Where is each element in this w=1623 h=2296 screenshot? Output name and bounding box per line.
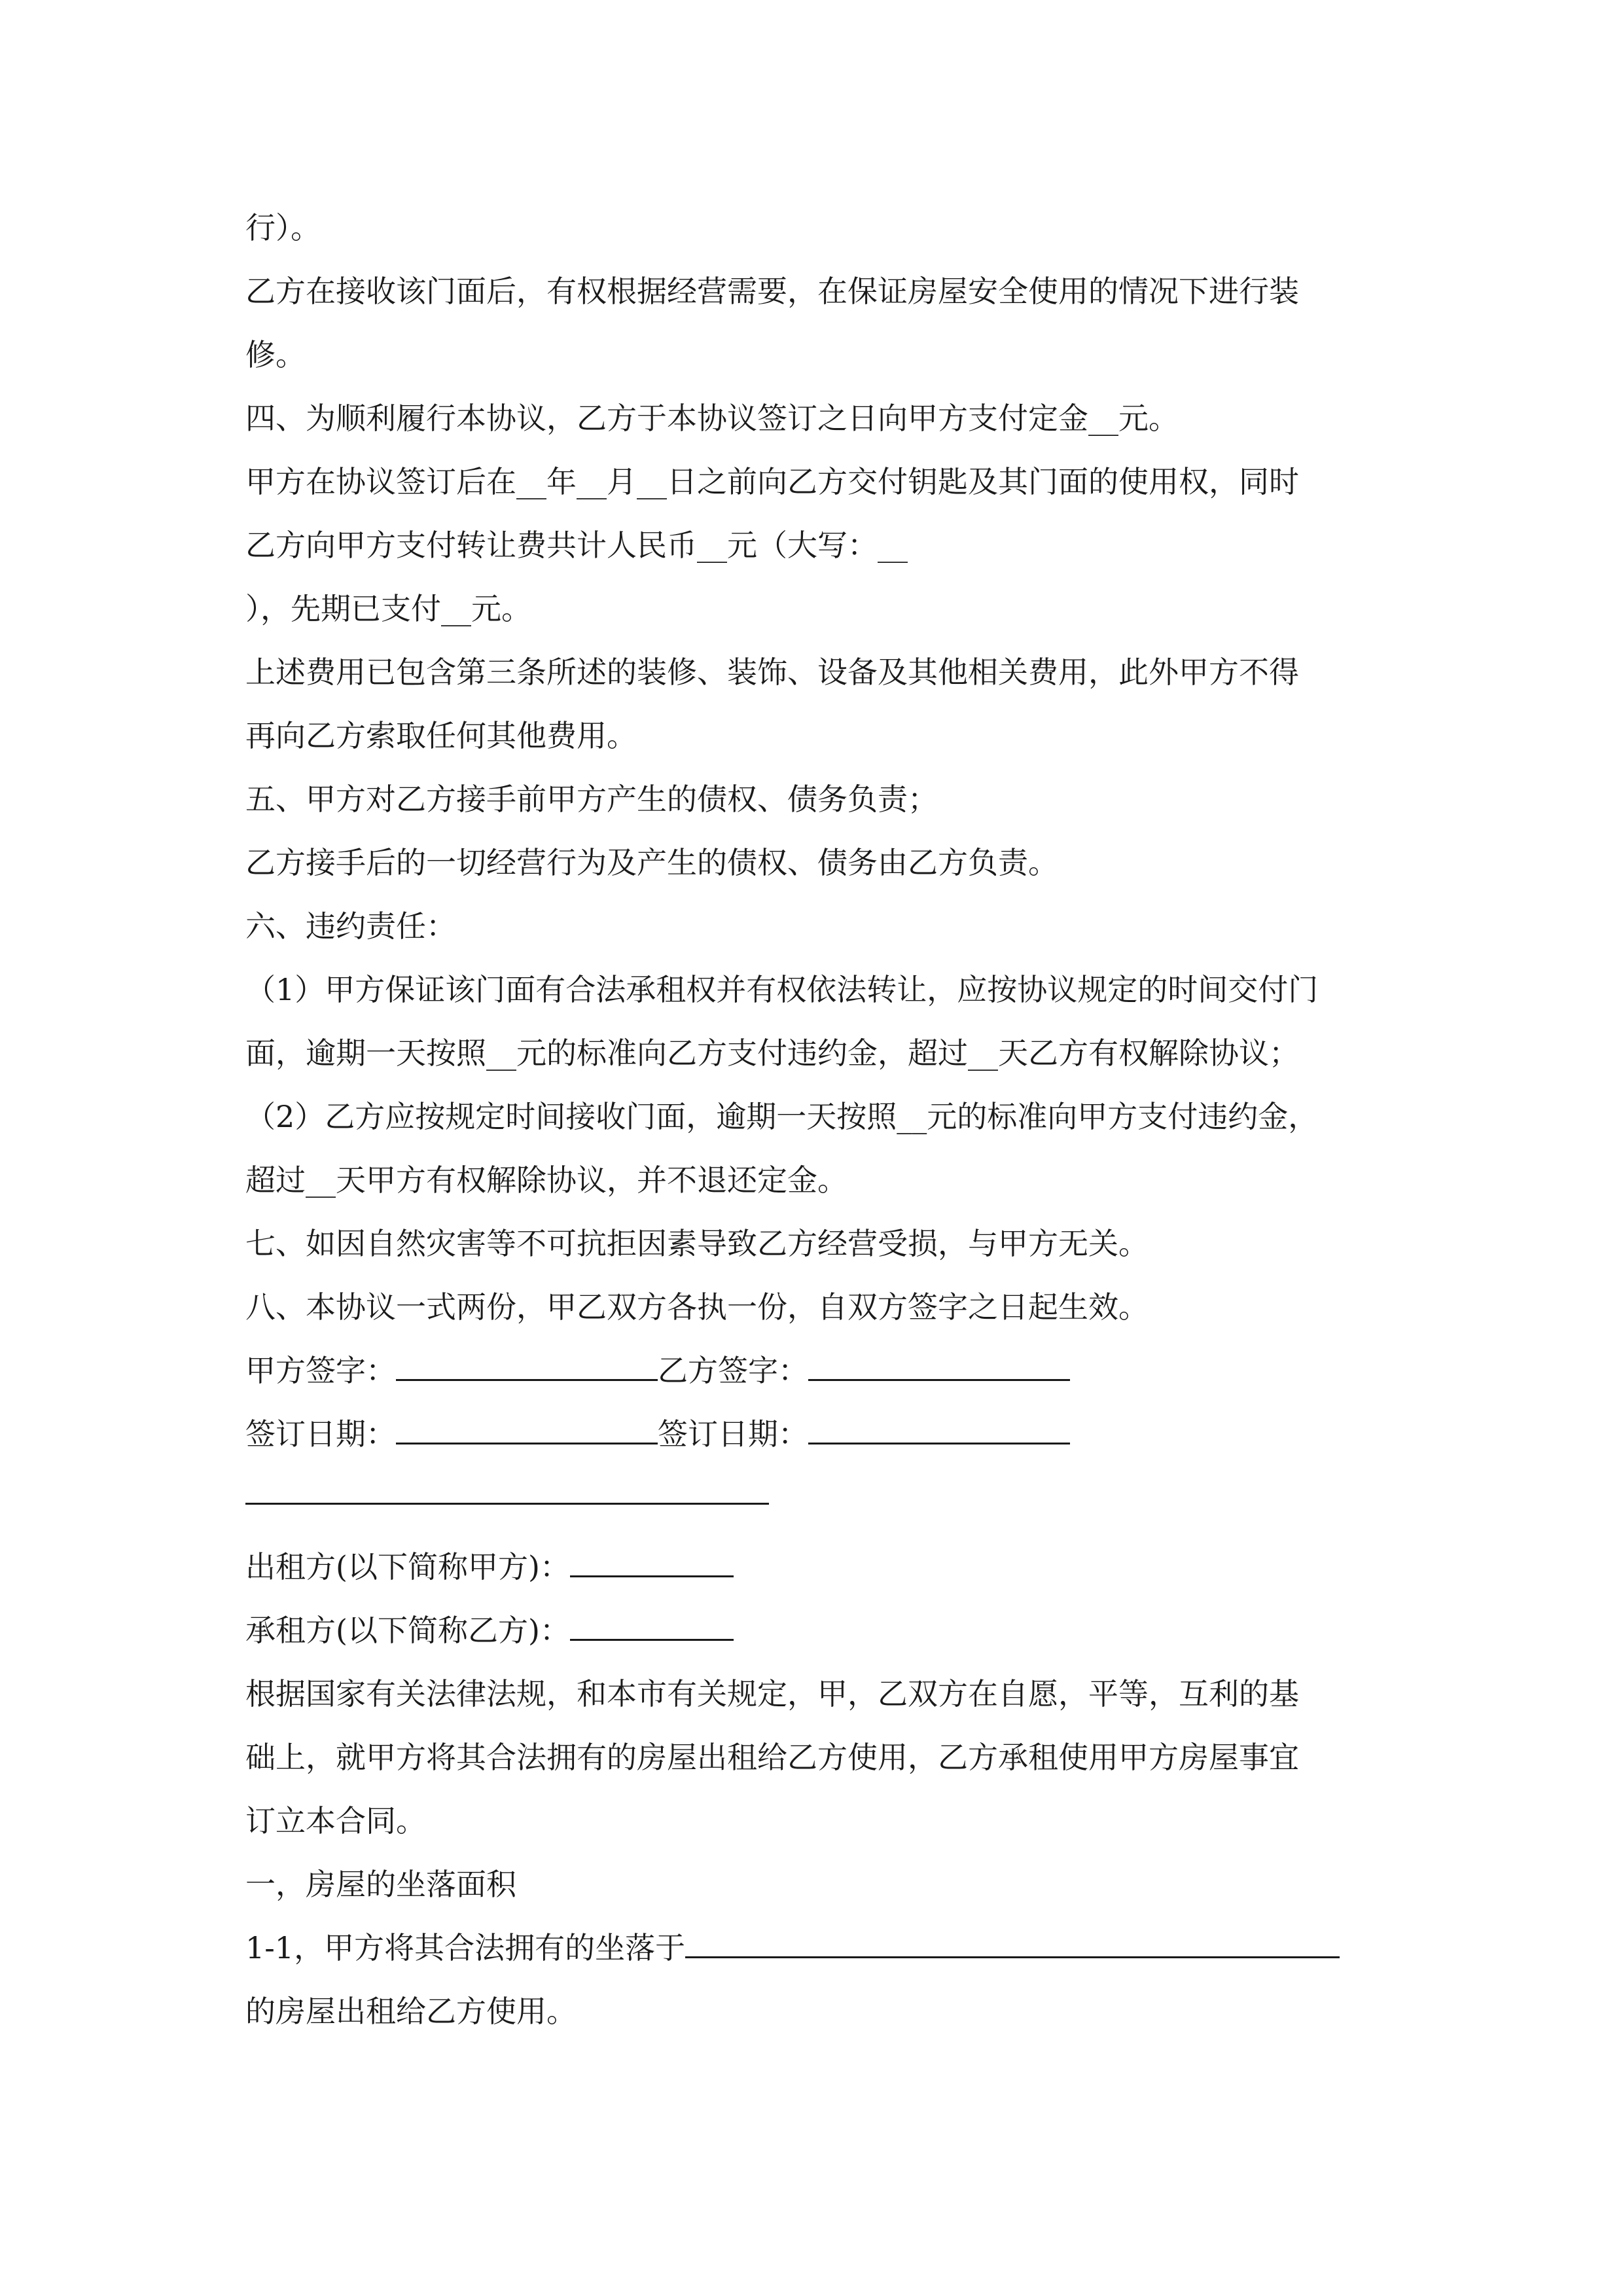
lessee-label: 承租方(以下简称乙方)： xyxy=(245,1613,570,1648)
text-line: 乙方向甲方支付转让费共计人民币__元（大写：__ xyxy=(245,528,908,563)
signing-date-row xyxy=(245,1403,1384,1466)
section-heading: 一，房屋的坐落面积 xyxy=(245,1867,516,1902)
party-a-date-field[interactable] xyxy=(396,1414,658,1444)
lessor-row xyxy=(245,1535,1384,1599)
text-line: 再向乙方索取任何其他费用。 xyxy=(245,718,637,753)
signature-row xyxy=(245,1339,1384,1403)
party-b-date-label: 签订日期： xyxy=(658,1416,808,1452)
party-b-signature-field[interactable] xyxy=(808,1350,1070,1381)
party-a-signature-field[interactable] xyxy=(396,1350,658,1381)
text-line: 八、本协议一式两份，甲乙双方各执一份，自双方签字之日起生效。 xyxy=(245,1289,1149,1325)
intro-line: 根据国家有关法律法规，和本市有关规定，甲，乙双方在自愿，平等，互利的基 xyxy=(245,1676,1299,1712)
text-line: 超过__天甲方有权解除协议，并不退还定金。 xyxy=(245,1162,847,1198)
section-divider xyxy=(245,1503,769,1505)
text-line: 四、为顺利履行本协议，乙方于本协议签订之日向甲方支付定金__元。 xyxy=(245,401,1179,436)
lessee-name-field[interactable] xyxy=(570,1610,734,1641)
party-a-date-label: 签订日期： xyxy=(245,1416,396,1452)
text-line: 甲方在协议签订后在__年__月__日之前向乙方交付钥匙及其门面的使用权，同时 xyxy=(245,464,1299,499)
text-line: 五、甲方对乙方接手前甲方产生的债权、债务负责； xyxy=(245,781,938,817)
text-line: 六、违约责任： xyxy=(245,908,456,944)
lessor-label: 出租方(以下简称甲方)： xyxy=(245,1549,570,1585)
clause-1-1-prefix: 1-1，甲方将其合法拥有的坐落于 xyxy=(245,1930,686,1965)
text-line: 乙方在接收该门面后，有权根据经营需要，在保证房屋安全使用的情况下进行装 xyxy=(245,274,1299,309)
text-line: 上述费用已包含第三条所述的装修、装饰、设备及其他相关费用，此外甲方不得 xyxy=(245,655,1299,690)
clause-1-1 xyxy=(245,1916,1384,1980)
text-line: ），先期已支付__元。 xyxy=(245,591,531,626)
party-b-signature-label: 乙方签字： xyxy=(658,1353,808,1388)
text-line: 乙方接手后的一切经营行为及产生的债权、债务由乙方负责。 xyxy=(245,845,1058,880)
party-b-date-field[interactable] xyxy=(808,1414,1070,1444)
text-line: 七、如因自然灾害等不可抗拒因素导致乙方经营受损，与甲方无关。 xyxy=(245,1226,1149,1261)
clause-1-1-suffix: 的房屋出租给乙方使用。 xyxy=(245,1994,577,2029)
party-a-signature-label: 甲方签字： xyxy=(245,1353,396,1388)
text-line: 行）。 xyxy=(245,210,321,245)
property-location-field[interactable] xyxy=(685,1928,1340,1958)
intro-line: 订立本合同。 xyxy=(245,1803,426,1839)
text-line: （1）甲方保证该门面有合法承租权并有权依法转让，应按协议规定的时间交付门 xyxy=(245,972,1319,1007)
text-line: （2）乙方应按规定时间接收门面，逾期一天按照__元的标准向甲方支付违约金， xyxy=(245,1099,1319,1134)
lessor-name-field[interactable] xyxy=(570,1547,734,1577)
intro-line: 础上，就甲方将其合法拥有的房屋出租给乙方使用，乙方承租使用甲方房屋事宜 xyxy=(245,1740,1299,1775)
text-line: 修。 xyxy=(245,337,306,372)
lessee-row xyxy=(245,1599,1384,1662)
text-line: 面，逾期一天按照__元的标准向乙方支付违约金，超过__天乙方有权解除协议； xyxy=(245,1035,1299,1071)
